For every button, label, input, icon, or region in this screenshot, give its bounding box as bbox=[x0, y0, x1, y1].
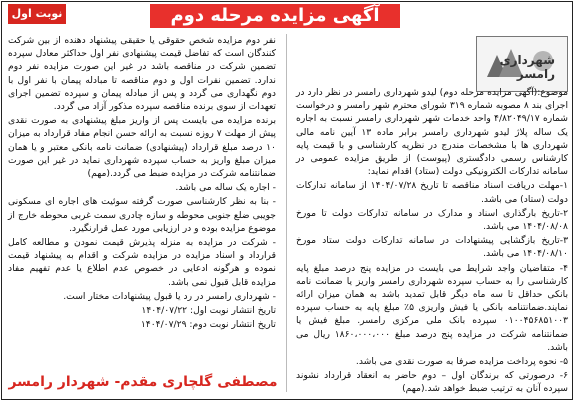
column-divider bbox=[286, 34, 287, 392]
clause-9: - اجاره یک ساله می باشد. bbox=[175, 182, 276, 194]
clause-10: - بنا به نظر کارشناسی صورت گرفته سوئیت های اجاره ای مسکونی جویبی ضلع جنوبی محوطه و سازه چادری سمت غربی محوطه خارج از موضوع مزایده بوده و در ارزیابی مورد عمل قرارنگیرد. bbox=[8, 196, 276, 234]
intro-paragraph: موضوع:(آگهی مزایده مرحله دوم) لیدو شهرداری رامسر در نظر دارد در اجرای بند ۸ مصوبه شماره ۳۱۹ شورای محترم شهر رامسر و درخواست شماره ۴/۸۲۰۴۹/۱۷ واحد خدمات شهر شهرداری رامسر نسبت به اجاره یک ساله پلاژ لیدو شهرداری رامسر برابر ماده ۱۳ آیین نامه مالی شهرداری ها با مشخصات مندرج در نظریه کارشناسی و با قیمت پایه کارشناس رسمی دادگستری (پیوست) از طریق مزایده عمومی در سامانه تدارکات الکترونیکی دولت (ستاد) اقدام نماید: bbox=[296, 87, 568, 178]
clause-8: برنده مزایده می بایست پس از واریز مبلغ پیشنهادی به صورت نقدی پیش از مهلت ۷ روزه نسبت به ارائه حسن انجام مفاد قرارداد به میزان ۱۰ درصد مبلغ قرارداد (پیشنهادی) ضمانت نامه بانکی معتبر و یا همان میزان مبلغ واریز به حساب سپرده شهرداری نماید در غیر این صورت ضمانتنامه شرکت در مزایده ضبط می گردد.(مهم) bbox=[8, 115, 276, 180]
clause-12: - شهرداری رامسر در رد یا قبول پیشنهادات مختار است. bbox=[63, 290, 276, 302]
right-column bbox=[296, 34, 568, 397]
logo-text: شهرداری رامسر bbox=[499, 53, 555, 81]
page-title: آگهی مزایده مرحله دوم bbox=[150, 4, 400, 28]
publish-date-first: تاریخ انتشار نوبت اول: ۱۴۰۴/۰۷/۲۲ bbox=[141, 305, 276, 317]
clause-4: ۴- متقاضیان واجد شرایط می بایست در مزایده پنج درصد مبلغ پایه کارشناسی را به حساب سپرده شهرداری رامسر واریز یا ضمانت نامه بانکی حداقل تا سه ماه دیگر قابل تمدید باشد به همان میزان ارائه نمایند.ضمانتنامه بانکی یا فیش واریزی ۵٪ مبلغ پایه به حساب سپرده ۰۱۰۰۴۵۶۸۵۱۰۰۳ سپرده بانک ملی مرکزی رامسر. مبلغ فیش یا ضمانتنامه شرکت در مزایده پنج درصد مبلغ ۱۸۶۰،۰۰۰،۰۰۰ ریال می باشد. bbox=[296, 262, 568, 353]
edition-badge: نوبت اول bbox=[8, 4, 66, 24]
clause-2: ۲-تاریخ بارگذاری اسناد و مدارک در سامانه تدارکات دولت تا مورخ ۱۴۰۴/۰۸/۰۸ می باشد. bbox=[296, 207, 568, 233]
clause-3: ۳-تاریخ بازگشایی پیشنهادات در سامانه تدارکات دولت ستاد مورخ ۱۴۰۴/۰۸/۱۰ می باشد. bbox=[296, 235, 568, 260]
clause-5: ۵- نحوه پرداخت مزایده صرفا به صورت نقدی می باشد. bbox=[355, 356, 568, 368]
left-column bbox=[8, 34, 276, 332]
clause-11: - شرکت در مزایده به منزله پذیرش قیمت نمودن و مطالعه کامل قرارداد و اسناد مزایده در مزایده شرکت و اقدام به پیشنهاد قیمت نموده و هرگونه ادعایی در خصوص عدم اطلاع یا عدم تفهیم مفاد مزایده قابل قبول نمی باشد. bbox=[8, 237, 276, 288]
publish-date-second: تاریخ انتشار نوبت دوم: ۱۴۰۴/۰۷/۲۹ bbox=[140, 319, 276, 331]
clause-6: ۶- درصورتی که برندگان اول – دوم حاضر به انعقاد قرارداد نشوند سپرده آنان به ترتیب ضبط خواهد شد.(مهم) bbox=[296, 370, 568, 395]
clause-1: ۱-مهلت دریافت اسناد مناقصه تا تاریخ ۱۴۰۴/۰۷/۲۸ از سامانه تدارکات دولت (ستاد) می باشد. bbox=[296, 180, 568, 205]
clause-7: نفر دوم مزایده شخص حقوقی یا حقیقی پیشنهاد دهنده از بین شرکت کنندگان است که تفاضل قیمت پیشنهادی نفر اول حداکثر معادل سپرده تضمین شرکت در مناقصه باشد در غیر این صورت مزایده نفر دوم ندارد. تضمین نفرات اول و دوم مناقصه تا مبادله پیمان با نفر اول با دوم نگهداری می گردد و پس از مبادله پیمان و سپرده تضمین اجرای تعهدات از سوی برنده مناقصه سپرده مذکور آزاد می گردد. bbox=[8, 35, 276, 113]
signature: مصطفی گلچاری مقدم- شهردار رامسر bbox=[8, 374, 278, 390]
